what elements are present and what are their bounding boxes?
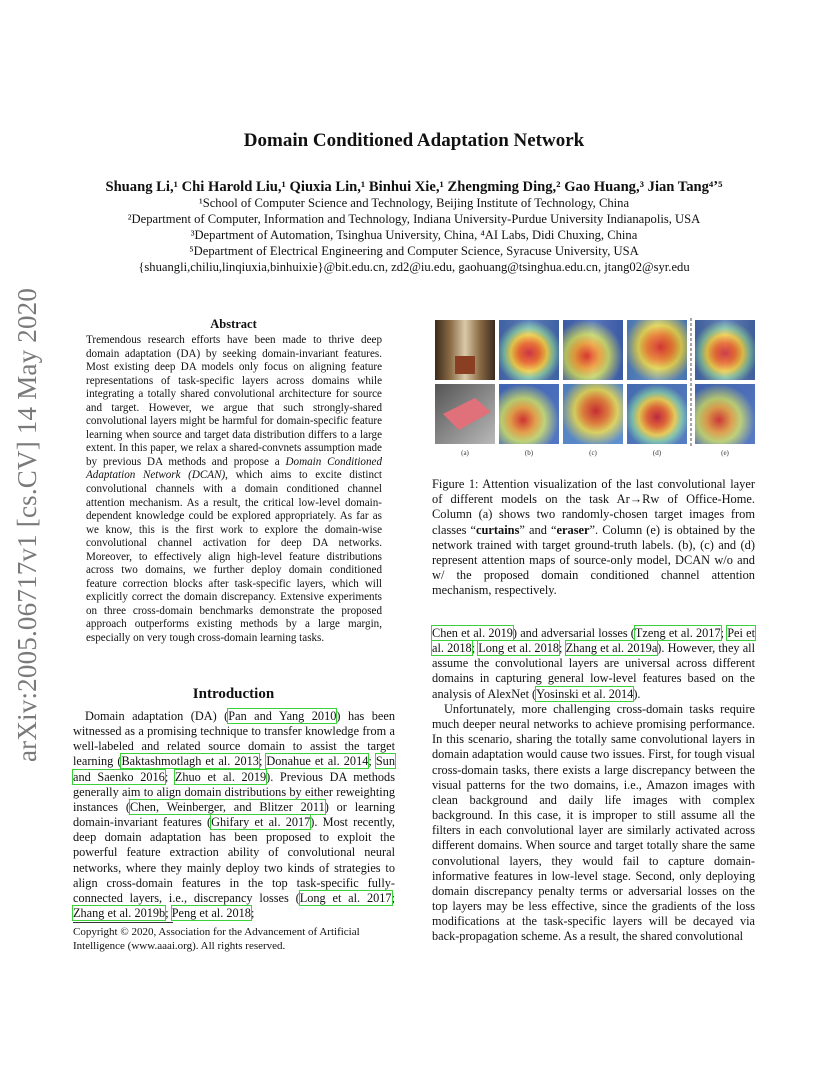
paper-title: Domain Conditioned Adaptation Network (243, 130, 585, 151)
column-label-e: (e) (721, 449, 729, 457)
row-eraser (435, 384, 755, 444)
citation-link[interactable]: Pan and Yang 2010 (228, 709, 337, 723)
footnote-rule (73, 922, 173, 923)
attention-map-c (563, 320, 623, 380)
abstract-heading: Abstract (210, 317, 257, 331)
column-label-a: (a) (461, 449, 469, 457)
citation-link[interactable]: Zhang et al. 2019a (565, 641, 658, 656)
citation-link[interactable]: Long et al. 2018 (478, 641, 560, 656)
citation-link[interactable]: Yosinski et al. 2014 (536, 686, 634, 701)
citation-link[interactable]: Chen et al. 2019 (432, 626, 513, 640)
citation-link[interactable]: Zhuo et al. 2019 (174, 769, 267, 784)
citation-link[interactable]: Donahue et al. 2014 (266, 754, 369, 769)
attention-map-d (627, 320, 687, 380)
right-column-paragraph-1: Chen et al. 2019) and adversarial losses (Tzeng et al. 2017; Pei et al. 2018; Long et al. 2018; Zhang et al. 2019a). However, they all assume the convolutional layers are universal across different domains in capturing general low-level features based on the analysis of AlexNet (Yosinski et al. 2014). (432, 626, 755, 701)
introduction-heading: Introduction (192, 686, 275, 702)
affiliation-4: ⁵Department of Electrical Engineering and Computer Science, Syracuse University, USA (189, 244, 639, 258)
arxiv-watermark[interactable]: arXiv:2005.06717v1 [cs.CV] 14 May 2020 (12, 287, 42, 762)
affiliation-3: ³Department of Automation, Tsinghua University, China, ⁴AI Labs, Didi Chuxing, China (190, 228, 638, 242)
attention-map-b (499, 320, 559, 380)
attention-map-e (695, 320, 755, 380)
citation-link[interactable]: Pei et al. 2018 (432, 626, 755, 656)
author-list: Shuang Li,¹ Chi Harold Liu,¹ Qiuxia Lin,¹ Binhui Xie,¹ Zhengming Ding,² Gao Huang,³ Jian Tang⁴ʼ⁵ (105, 179, 723, 195)
citation-link[interactable]: Sun and Saenko 2016 (73, 754, 395, 784)
column-label-d: (d) (652, 449, 662, 457)
column-label-c: (c) (589, 449, 597, 457)
copyright-footnote: Copyright © 2020, Association for the Advancement of Artificial Intelligence (www.aaai.org). All rights reserved. (73, 926, 360, 952)
affiliation-1: ¹School of Computer Science and Technology, Beijing Institute of Technology, China (198, 196, 630, 210)
introduction-paragraph: Domain adaptation (DA) (Pan and Yang 2010) has been witnessed as a promising technique to transfer knowledge from a well-labeled and related source domain to assist the target learning (Baktashmotlagh et al. 2013; Donahue et al. 2014; Sun and Saenko 2016; Zhuo et al. 2019). Previous DA methods generally aim to align domain distributions by either reweighting instances (Chen, Weinberger, and Blitzer 2011) or learning domain-invariant features (Ghifary et al. 2017). Most recently, deep domain adaptation has been proposed to exploit the powerful feature extraction ability of convolutional neural networks, where they mainly deploy two kinds of strategies to align cross-domain features in the top task-specific fully-connected layers, i.e., discrepancy losses (Long et al. 2017; Zhang et al. 2019b; Peng et al. 2018; (73, 709, 395, 921)
citation-link[interactable]: Peng et al. 2018 (171, 906, 251, 921)
row-curtains (435, 320, 755, 380)
citation-link[interactable]: Baktashmotlagh et al. 2013 (121, 754, 259, 769)
affiliation-2: ²Department of Computer, Information and Technology, Indiana University-Purdue University Indianapolis, USA (127, 212, 701, 226)
column-label-b: (b) (524, 449, 534, 457)
figure-1-caption: Figure 1: Attention visualization of the last convolutional layer of different models on the task Ar→Rw of Office-Home. Column (a) shows two randomly-chosen target images from classes “curtains” and “eraser”. Column (e) is obtained by the network trained with target ground-truth labels. (b), (c) and (d) represent attention maps of source-only model, DCAN w/o and w/ the proposed domain conditioned channel attention mechanism, respectively. (432, 477, 755, 598)
right-column-paragraph-2: Unfortunately, more challenging cross-domain tasks require much deeper neural networks to achieve promising performance. In this scenario, sharing the totally same convolutional layers in domain adaptation would cause two issues. First, for tough visual cross-domain tasks, there exists a large discrepancy between the visual patterns for the two domains, i.e., Amazon images with clean background and daily life images with complex background. In this case, it is improper to still assume all the filters in each convolutional layer are similarly activated across different domains. When source and target totally share the same convolutional layers, they would fail to capture domain-informative features in low-level stage. Second, only deploying domain discrepancy penalty terms or adversarial losses on the top layers may be less effective, since the gradients of the loss modifications at the task-specific layers will be decayed via back-propagation scheme. As a result, the shared convolutional (432, 702, 755, 944)
author-emails: {shuangli,chiliu,linqiuxia,binhuixie}@bit.edu.cn, zd2@iu.edu, gaohuang@tsinghua.edu.cn, jtang02@syr.edu (138, 260, 690, 274)
citation-link[interactable]: Chen, Weinberger, and Blitzer 2011 (129, 799, 325, 814)
figure-1-attention-maps (435, 318, 755, 458)
citation-link[interactable]: Ghifary et al. 2017 (211, 815, 311, 830)
citation-link[interactable]: Tzeng et al. 2017 (634, 626, 721, 640)
citation-link[interactable]: Zhang et al. 2019b (73, 906, 166, 921)
citation-link[interactable]: Long et al. 2017 (299, 890, 392, 905)
abstract-body: Tremendous research efforts have been made to thrive deep domain adaptation (DA) by seeking domain-invariant features. Most existing deep DA models only focus on aligning feature representations of task-specific layers across domains while integrating a totally shared convolutional architecture for source and target. However, we argue that such strongly-shared convolutional layers might be harmful for domain-specific feature learning when source and target data distribution differs to a large extent. In this paper, we relax a shared-convnets assumption made by previous DA methods and propose a Domain Conditioned Adaptation Network (DCAN), which aims to excite distinct convolutional channels with a domain conditioned channel attention mechanism. As a result, the critical low-level domain-dependent knowledge could be explored appropriately. As far as we know, this is the first work to explore the domain-wise convolutional channel activation for deep DA networks. Moreover, to effectively align high-level feature distributions across two domains, we further deploy domain conditioned feature correction blocks after task-specific layers, which will explicitly correct the domain discrepancy. Extensive experiments on three cross-domain benchmarks demonstrate the proposed approach outperforms existing methods by a large margin, especially on very tough cross-domain learning tasks. (86, 334, 383, 645)
